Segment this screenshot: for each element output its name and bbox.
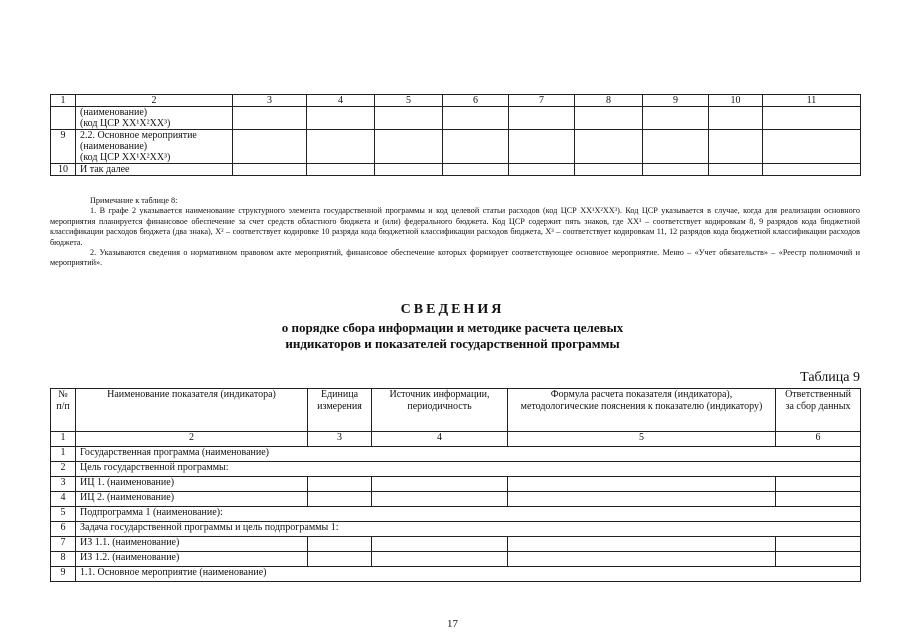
row-name: ИЦ 2. (наименование) (76, 492, 308, 507)
column-number: 1 (51, 432, 76, 447)
section-subtitle (0, 320, 905, 352)
row-number (51, 107, 76, 130)
empty-cell (776, 537, 861, 552)
column-number: 2 (76, 95, 233, 107)
empty-cell (372, 552, 508, 567)
table-row (51, 477, 861, 492)
row-name: 1.1. Основное мероприятие (наименование) (76, 567, 861, 582)
column-number: 2 (76, 432, 308, 447)
row-number: 9 (51, 567, 76, 582)
row-number: 5 (51, 507, 76, 522)
column-number: 5 (375, 95, 443, 107)
row-number: 4 (51, 492, 76, 507)
table-8-note (50, 196, 860, 269)
subtitle-line-2: индикаторов и показателей государственной программы (285, 336, 620, 351)
table-row (51, 507, 861, 522)
empty-cell (508, 492, 776, 507)
empty-cell (308, 537, 372, 552)
empty-cell (372, 537, 508, 552)
row-name: ИЗ 1.1. (наименование) (76, 537, 308, 552)
table-9-label: Таблица 9 (800, 370, 860, 385)
column-header: Источник информации, периодичность (372, 389, 508, 432)
table-row (51, 462, 861, 477)
empty-cell (508, 537, 776, 552)
empty-cell (776, 552, 861, 567)
empty-cell (372, 492, 508, 507)
table-row (51, 537, 861, 552)
row-name: Задача государственной программы и цель подпрограммы 1: (76, 522, 861, 537)
subtitle-line-1: о порядке сбора информации и методике расчета целевых (281, 320, 624, 335)
table-9 (50, 388, 861, 582)
row-number: 9 (51, 130, 76, 164)
row-number: 6 (51, 522, 76, 537)
row-number: 8 (51, 552, 76, 567)
empty-cell (372, 477, 508, 492)
empty-cell (508, 477, 776, 492)
table-row (51, 522, 861, 537)
column-number: 6 (443, 95, 509, 107)
column-number: 10 (709, 95, 763, 107)
row-name: ИЗ 1.2. (наименование) (76, 552, 308, 567)
column-number: 11 (763, 95, 861, 107)
row-number: 7 (51, 537, 76, 552)
row-name: Государственная программа (наименование) (76, 447, 861, 462)
section-title: СВЕДЕНИЯ (400, 302, 505, 317)
row-line: (наименование) (80, 141, 148, 152)
table-row (51, 107, 861, 130)
table-9-header-row (51, 389, 861, 432)
row-line: 2.2. Основное мероприятие (80, 130, 197, 141)
table-row (51, 130, 861, 164)
row-line: (код ЦСР XX¹X²XX³) (80, 152, 171, 163)
row-name: Подпрограмма 1 (наименование): (76, 507, 861, 522)
table-row (51, 567, 861, 582)
column-number: 9 (643, 95, 709, 107)
column-number: 3 (233, 95, 307, 107)
row-number: 1 (51, 447, 76, 462)
note-heading: Примечание к таблице 8: (90, 196, 178, 205)
empty-cell (308, 492, 372, 507)
table-row (51, 492, 861, 507)
row-name: Цель государственной программы: (76, 462, 861, 477)
empty-cell (308, 552, 372, 567)
column-header: Формула расчета показателя (индикатора), методологические пояснения к показателю (индикатору) (508, 389, 776, 432)
row-number: 2 (51, 462, 76, 477)
table-8-header-row (51, 95, 861, 107)
column-number: 8 (575, 95, 643, 107)
page-number: 17 (447, 618, 458, 630)
column-header: Наименование показателя (индикатора) (76, 389, 308, 432)
column-header: Единица измерения (308, 389, 372, 432)
column-number: 3 (308, 432, 372, 447)
column-number: 6 (776, 432, 861, 447)
column-number: 5 (508, 432, 776, 447)
empty-cell (776, 492, 861, 507)
row-name (76, 107, 233, 130)
note-paragraph-1: 1. В графе 2 указывается наименование структурного элемента государственной программы и код целевой статьи расходов (код ЦСР XX¹X²XX³). Код ЦСР указывается в случае, когда для реализации основного мероприятия планируется финансовое обеспечение за счет средств областного бюджета и (или) федерального бюджета. Код ЦСР содержит пять знаков, где XX¹ – соответствует кодировкам 8, 9 разрядов кода бюджетной классификации расходов бюджета (два знака), X² – соответствует кодировке 10 разряда кода бюджетной классификации расходов бюджета, X³ – соответствует кодировкам 11, 12 разрядов кода бюджетной классификации расходов бюджета. (50, 206, 860, 247)
row-name: ИЦ 1. (наименование) (76, 477, 308, 492)
row-number: 10 (51, 164, 76, 176)
row-line: (код ЦСР XX¹X²XX³) (80, 118, 171, 129)
empty-cell (308, 477, 372, 492)
row-name: И так далее (76, 164, 233, 176)
column-header: № п/п (51, 389, 76, 432)
row-line: (наименование) (80, 107, 148, 118)
column-number: 1 (51, 95, 76, 107)
empty-cell (776, 477, 861, 492)
empty-cell (508, 552, 776, 567)
table-9-column-numbers (51, 432, 861, 447)
note-paragraph-2: 2. Указываются сведения о нормативном правовом акте мероприятий, финансовое обеспечение которых формирует соответствующее основное мероприятие. Меню – «Учет обязательств» – «Реестр полномочий и мероприятий». (50, 248, 860, 268)
row-name (76, 130, 233, 164)
column-header: Ответственный за сбор данных (776, 389, 861, 432)
column-number: 4 (372, 432, 508, 447)
column-number: 4 (307, 95, 375, 107)
table-row (51, 164, 861, 176)
column-number: 7 (509, 95, 575, 107)
table-8 (50, 94, 861, 176)
table-row (51, 552, 861, 567)
row-number: 3 (51, 477, 76, 492)
table-row (51, 447, 861, 462)
